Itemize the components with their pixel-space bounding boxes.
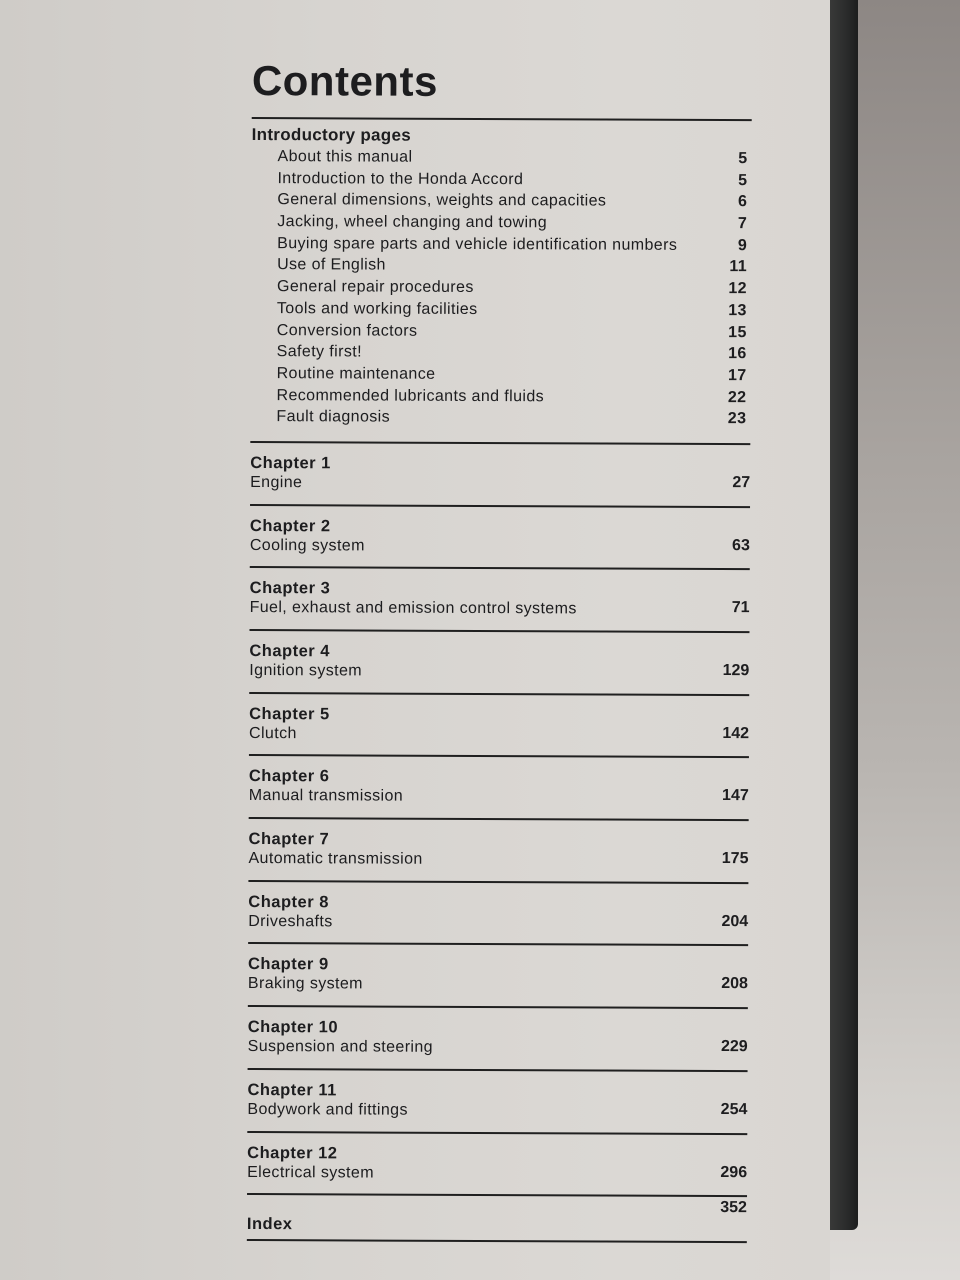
chapter-title: Ignition system xyxy=(249,661,363,680)
intro-item xyxy=(251,363,751,387)
chapter-entry xyxy=(249,568,749,633)
intro-item xyxy=(251,341,751,365)
chapter-page-number: 27 xyxy=(732,474,751,492)
intro-item-label: Fault diagnosis xyxy=(276,408,391,426)
contents-list xyxy=(247,55,752,1243)
chapter-title: Braking system xyxy=(247,975,363,993)
chapter-page-number: 296 xyxy=(720,1163,748,1181)
intro-item-page-number: 17 xyxy=(727,366,747,385)
chapter-title: Manual transmission xyxy=(248,787,404,806)
chapter-label: Chapter 5 xyxy=(249,704,330,724)
chapter-title: Electrical system xyxy=(247,1163,374,1182)
chapter-page-number: 254 xyxy=(720,1100,748,1118)
chapter-page-number: 129 xyxy=(722,662,750,680)
chapter-entry xyxy=(248,819,748,884)
intro-item xyxy=(250,406,750,430)
chapter-page-number: 204 xyxy=(721,912,749,930)
chapter-page-number: 63 xyxy=(732,536,750,554)
chapter-label: Chapter 9 xyxy=(247,955,329,974)
chapter-entry xyxy=(247,1070,747,1135)
intro-item xyxy=(251,189,751,213)
intro-item-page-number: 22 xyxy=(727,388,747,406)
chapter-label: Chapter 4 xyxy=(249,641,331,661)
intro-item xyxy=(251,319,751,343)
chapter-entry xyxy=(248,944,748,1009)
intro-item-label: General repair procedures xyxy=(276,278,474,297)
chapter-label: Chapter 8 xyxy=(248,892,329,912)
chapter-page-number: 142 xyxy=(722,724,750,742)
chapter-label: Chapter 1 xyxy=(250,453,331,473)
chapter-entry xyxy=(248,1007,748,1072)
intro-item-label: About this manual xyxy=(277,148,413,166)
chapter-page-number: 147 xyxy=(722,787,749,805)
chapter-entry xyxy=(249,631,749,696)
intro-item-label: Safety first! xyxy=(276,343,362,361)
intro-item-page-number: 5 xyxy=(738,150,748,168)
intro-item xyxy=(250,385,750,409)
chapter-title: Fuel, exhaust and emission control systems xyxy=(249,599,577,618)
intro-item-page-number: 7 xyxy=(737,215,748,233)
page-title: Contents xyxy=(251,56,438,105)
intro-item-label: General dimensions, weights and capacities xyxy=(277,191,607,210)
chapter-title: Automatic transmission xyxy=(248,850,423,868)
chapter-page-number: 175 xyxy=(721,850,749,868)
intro-item xyxy=(251,168,751,192)
intro-item-page-number: 16 xyxy=(728,345,747,363)
chapter-entry xyxy=(249,756,749,821)
chapter-entry xyxy=(250,443,750,508)
intro-item-page-number: 5 xyxy=(738,171,748,189)
index-entry xyxy=(247,1195,747,1243)
intro-item xyxy=(251,233,751,257)
intro-item-label: Use of English xyxy=(277,256,386,275)
intro-item-label: Jacking, wheel changing and towing xyxy=(277,213,548,232)
chapter-page-number: 71 xyxy=(731,599,750,617)
intro-item xyxy=(251,211,751,235)
intro-item xyxy=(251,254,751,278)
intro-list xyxy=(250,146,751,430)
chapter-entry xyxy=(250,506,750,571)
chapter-entry xyxy=(247,1132,747,1197)
chapter-title: Clutch xyxy=(249,724,297,742)
intro-item-page-number: 12 xyxy=(728,280,748,298)
chapter-page-number: 208 xyxy=(721,975,748,993)
intro-item-page-number: 13 xyxy=(728,301,747,319)
chapter-entry xyxy=(248,882,748,947)
intro-item-page-number: 11 xyxy=(729,258,748,276)
intro-item-label: Recommended lubricants and fluids xyxy=(276,386,545,405)
intro-item-label: Routine maintenance xyxy=(276,364,436,383)
book-cover-edge xyxy=(828,0,858,1230)
chapter-entry xyxy=(249,694,749,759)
intro-item-label: Tools and working facilities xyxy=(276,299,478,318)
intro-item-page-number: 15 xyxy=(728,323,747,341)
chapter-label: Chapter 10 xyxy=(247,1018,339,1037)
chapter-title: Cooling system xyxy=(249,536,365,555)
chapter-label: Chapter 7 xyxy=(248,830,330,849)
intro-item-label: Buying spare parts and vehicle identification numbers xyxy=(277,234,678,254)
intro-item-page-number: 23 xyxy=(727,410,747,428)
chapter-title: Suspension and steering xyxy=(247,1038,434,1056)
intro-item xyxy=(251,298,751,322)
chapter-page-number: 229 xyxy=(720,1038,748,1056)
chapter-label: Chapter 11 xyxy=(247,1080,337,1100)
intro-item-page-number: 6 xyxy=(738,193,748,211)
intro-heading: Introductory pages xyxy=(251,124,412,145)
chapter-label: Chapter 12 xyxy=(247,1143,338,1162)
chapter-label: Chapter 3 xyxy=(249,579,331,598)
intro-item xyxy=(252,146,752,170)
chapter-title: Bodywork and fittings xyxy=(247,1100,408,1119)
intro-item-label: Introduction to the Honda Accord xyxy=(277,169,524,188)
chapter-label: Chapter 6 xyxy=(248,767,330,786)
chapter-list xyxy=(247,443,750,1197)
chapter-title: Driveshafts xyxy=(248,912,333,931)
chapter-label: Chapter 2 xyxy=(249,516,331,535)
chapter-title: Engine xyxy=(250,473,303,492)
title-divider xyxy=(252,117,752,121)
intro-item-label: Conversion factors xyxy=(276,321,418,340)
intro-item xyxy=(251,276,751,300)
index-label: Index xyxy=(246,1215,293,1234)
index-page-number: 352 xyxy=(720,1199,748,1217)
intro-item-page-number: 9 xyxy=(737,236,748,254)
